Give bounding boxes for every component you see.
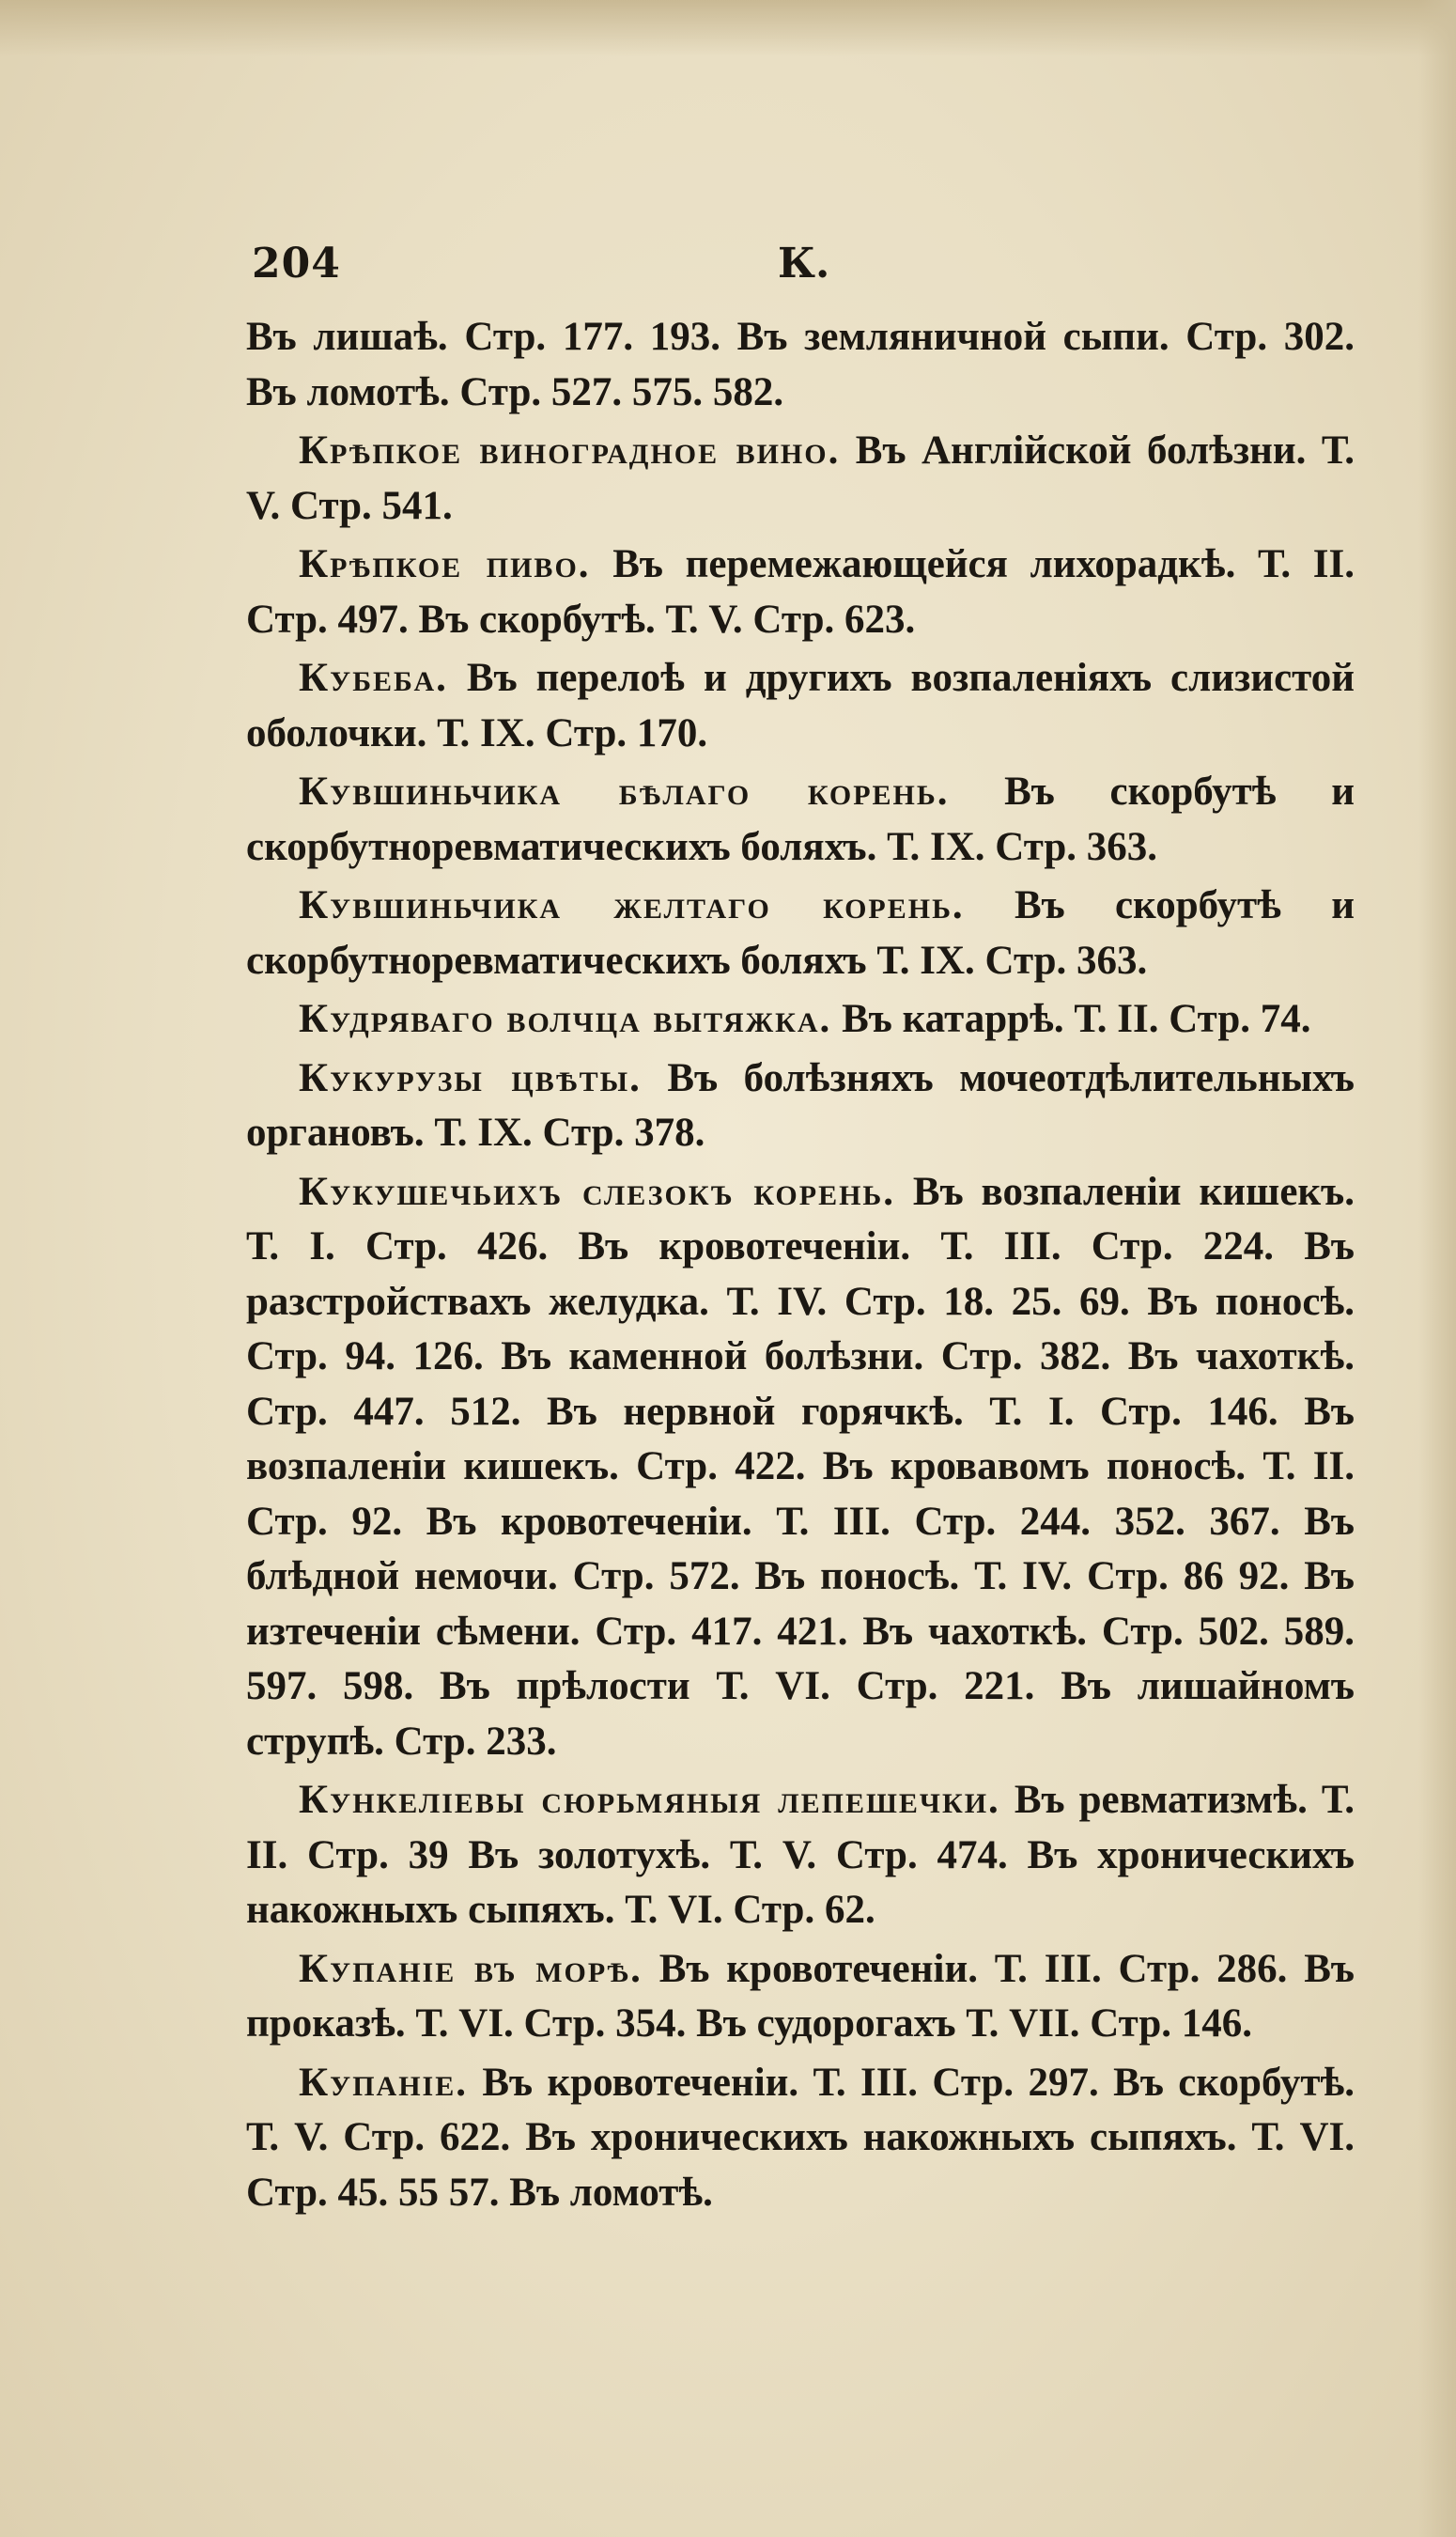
- entry-references: Въ катаррѣ. Т. II. Стр. 74.: [842, 997, 1311, 1041]
- index-entry: [246, 2056, 1355, 2221]
- entry-references: Въ перелоѣ и другихъ возпаленіяхъ слизистой оболочки. Т. IX. Стр. 170.: [246, 656, 1355, 755]
- index-entry: [246, 1165, 1355, 1770]
- entry-term: Кувшиньчика бѣлаго корень.: [299, 770, 950, 814]
- index-entry: [246, 537, 1355, 647]
- entry-references: Въ ревматизмѣ. Т. II. Стр. 39 Въ золотухѣ. Т. V. Стр. 474. Въ хроническихъ накожныхъ сыпяхъ. Т. VI. Стр. 62.: [246, 1778, 1355, 1932]
- entry-references: Въ возпаленіи кишекъ. Т. I. Стр. 426. Въ кровотеченіи. Т. III. Стр. 224. Въ разстройствахъ желудка. Т. IV. Стр. 18. 25. 69. Въ поносѣ. Стр. 94. 126. Въ каменной болѣзни. Стр. 382. Въ чахоткѣ. Стр. 447. 512. Въ нервной горячкѣ. Т. I. Стр. 146. Въ возпаленіи кишекъ. Стр. 422. Въ кровавомъ поносѣ. Т. II. Стр. 92. Въ кровотеченіи. Т. III. Стр. 244. 352. 367. Въ блѣдной немочи. Стр. 572. Въ поносѣ. Т. IV. Стр. 86 92. Въ изтеченіи сѣмени. Стр. 417. 421. Въ чахоткѣ. Стр. 502. 589. 597. 598. Въ прѣлости Т. VI. Стр. 221. Въ лишайномъ струпѣ. Стр. 233.: [246, 1169, 1355, 1764]
- entry-term: Крѣпкое пиво.: [299, 542, 591, 586]
- index-entry: [246, 424, 1355, 534]
- entry-term: Кукушечьихъ слезокъ корень.: [299, 1169, 895, 1214]
- entry-references: Въ болѣзняхъ мочеотдѣлительныхъ органовъ. Т. IX. Стр. 378.: [246, 1055, 1355, 1155]
- index-entry: [246, 879, 1355, 988]
- entry-references: Въ кровотеченіи. Т. III. Стр. 297. Въ скорбутѣ. Т. V. Стр. 622. Въ хроническихъ накожныхъ сыпяхъ. Т. VI. Стр. 45. 55 57. Въ ломотѣ.: [246, 2060, 1355, 2215]
- entry-references: Въ перемежающейся лихорадкѣ. Т. II. Стр. 497. Въ скорбутѣ. Т. V. Стр. 623.: [246, 542, 1355, 642]
- index-text: [246, 310, 1355, 2224]
- entry-references: Въ Англійской болѣзни. Т. V. Стр. 541.: [246, 428, 1355, 528]
- entry-references: Въ кровотеченіи. Т. III. Стр. 286. Въ проказѣ. Т. VI. Стр. 354. Въ судорогахъ Т. VII. Стр. 146.: [246, 1946, 1355, 2046]
- index-entry: [246, 310, 1355, 420]
- entry-term: Кубеба.: [299, 656, 448, 700]
- index-entry: [246, 1942, 1355, 2052]
- entry-term: Крѣпкое виноградное вино.: [299, 428, 841, 473]
- entry-term: Купаніе.: [299, 2060, 468, 2105]
- index-entry: [246, 1773, 1355, 1938]
- page-header: [252, 240, 1351, 296]
- entry-term: Кукурузы цвѣты.: [299, 1055, 642, 1100]
- entry-references: Въ лишаѣ. Стр. 177. 193. Въ земляничной сыпи. Стр. 302. Въ ломотѣ. Стр. 527. 575. 582.: [246, 315, 1355, 414]
- entry-references: Въ скорбутѣ и скорбутноревматическихъ боляхъ Т. IX. Стр. 363.: [246, 883, 1355, 983]
- index-entry: [246, 1051, 1355, 1161]
- index-entry: [246, 651, 1355, 761]
- entry-term: Кункеліевы сюрьмяныя лепешечки.: [299, 1778, 1000, 1822]
- page-number: 204: [252, 240, 341, 288]
- entry-references: Въ скорбутѣ и скорбутноревматическихъ боляхъ. Т. IX. Стр. 363.: [246, 770, 1355, 869]
- running-head: К.: [778, 240, 830, 288]
- entry-term: Купаніе въ морѣ.: [299, 1946, 643, 1991]
- entry-term: Кудряваго волчца вытяжка.: [299, 997, 832, 1041]
- entry-term: Кувшиньчика желтаго корень.: [299, 883, 965, 927]
- index-entry: [246, 992, 1355, 1048]
- index-entry: [246, 765, 1355, 875]
